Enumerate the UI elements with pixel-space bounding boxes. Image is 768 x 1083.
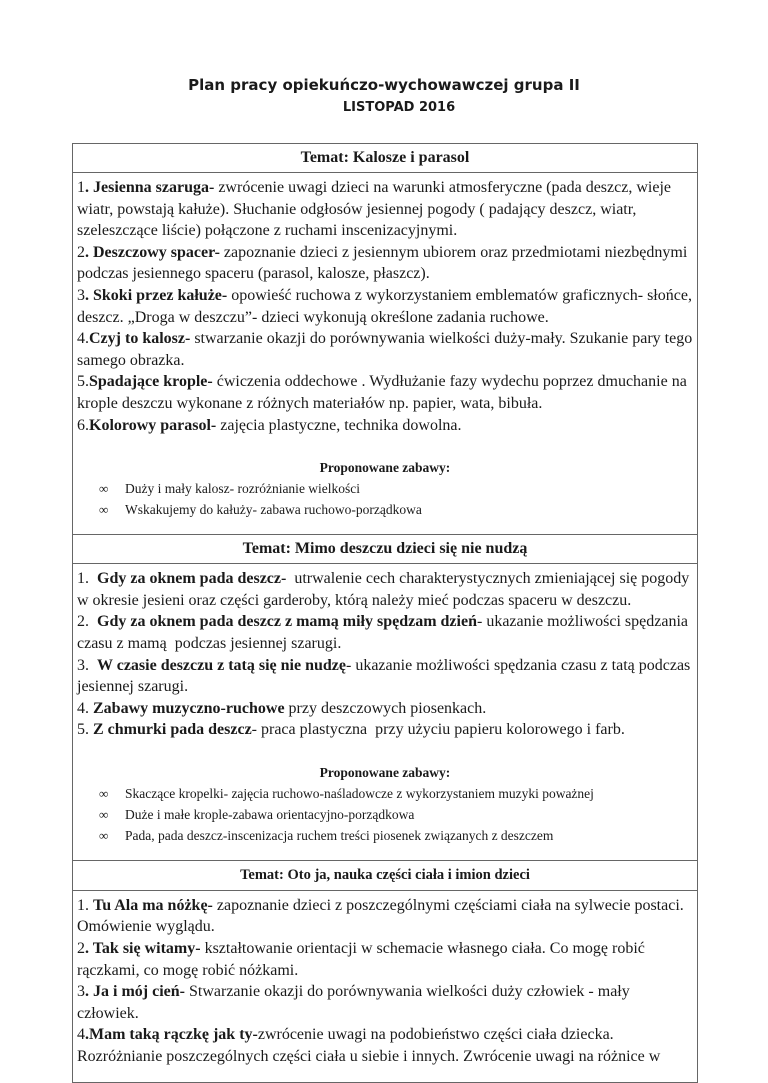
proposal-item [99, 478, 693, 499]
list-item [77, 242, 693, 285]
item-number: 6. [77, 416, 89, 434]
item-description: zapoznanie dzieci z poszczególnymi częściami ciała na sylwecie postaci. Omówienie wyglądu. [77, 896, 688, 936]
item-description: utrwalenie cech charakterystycznych zmieniającej się pogody w okresie jesieni oraz części garderoby, którą należy mieć podczas spaceru w deszczu. [77, 570, 694, 609]
list-item [77, 1024, 693, 1067]
item-number: 3 [77, 983, 85, 1001]
infinity-bullet-icon: ∞ [99, 502, 109, 518]
item-description: - ukazanie możliwości spędzania czasu z mamą podczas jesiennej szarugi. [77, 613, 693, 652]
list-item [77, 655, 693, 698]
item-description: zajęcia plastyczne, technika dowolna. [216, 416, 462, 434]
list-item [77, 415, 693, 437]
proposal-text: Pada, pada deszcz-inscenizacja ruchem treści piosenek związanych z deszczem [125, 827, 554, 843]
item-title: Zabawy muzyczno-ruchowe [93, 699, 285, 717]
list-item [77, 698, 693, 720]
list-item [77, 568, 693, 611]
proposals-list [77, 783, 693, 846]
item-number: 2. [77, 613, 97, 631]
item-description: - praca plastyczna przy użyciu papieru kolorowego i farb. [251, 721, 625, 739]
proposal-item [99, 804, 693, 825]
section-heading: Temat: Mimo deszczu dzieci się nie nudzą [73, 535, 697, 564]
proposal-item [99, 825, 693, 846]
item-number: 2 [77, 940, 85, 958]
proposals-heading: Proponowane zabawy: [319, 460, 451, 476]
list-item [77, 981, 693, 1024]
list-item [77, 719, 693, 741]
list-item [77, 938, 693, 981]
item-number: 3. [77, 656, 97, 674]
item-title: Tu Ala ma nóżkę- [93, 896, 213, 914]
document-title: Plan pracy opiekuńczo-wychowawczej grupa II [188, 76, 580, 94]
proposals-heading: Proponowane zabawy: [319, 764, 451, 780]
item-number: 3 [77, 286, 85, 304]
infinity-bullet-icon: ∞ [99, 785, 109, 801]
list-item [77, 328, 697, 371]
document-subtitle: LISTOPAD 2016 [342, 100, 456, 115]
item-description: zwrócenie uwagi dzieci na warunki atmosferyczne (pada deszcz, wieje wiatr, powstają kałuże). Słuchanie odgłosów jesiennej pogody ( padający deszcz, wiatr, szeleszczące liście) połączone z ruchami inscenizacyjnymi. [77, 179, 675, 240]
item-description: opowieść ruchowa z wykorzystaniem emblematów graficznych- słońce, deszcz. „Droga w deszczu”- dzieci wykonują określone zadania ruchowe. [77, 286, 696, 326]
item-description: - ukazanie możliwości spędzania czasu z tatą podczas jesiennej szarugi. [77, 656, 695, 696]
item-title: Gdy za oknem pada deszcz z mamą miły spędzam dzień [97, 613, 477, 631]
list-item [77, 285, 696, 328]
item-number: 4. [77, 699, 93, 717]
plan-table [72, 143, 698, 1083]
list-item [77, 371, 693, 414]
proposal-text: Duży i mały kalosz- rozróżnianie wielkości [125, 481, 361, 497]
item-number: 5. [77, 373, 89, 391]
item-number: 1 [77, 179, 85, 196]
proposal-text: Duże i małe krople-zabawa orientacyjno-porządkowa [125, 806, 415, 822]
item-title: Spadające krople- [89, 373, 213, 391]
item-description: przy deszczowych piosenkach. [284, 699, 487, 717]
item-description: stwarzanie okazji do porównywania wielkości duży-mały. Szukanie pary tego samego obrazka. [77, 330, 697, 369]
item-number: 4. [77, 330, 89, 348]
proposal-text: Skaczące kropelki- zajęcia ruchowo-naśladowcze z wykorzystaniem muzyki poważnej [125, 785, 594, 801]
item-number: 4 [77, 1026, 85, 1044]
item-number: 1. [77, 570, 97, 588]
item-description: zapoznanie dzieci z jesiennym ubiorem oraz przedmiotami niezbędnymi podczas jesiennego spaceru (parasol, kalosze, płaszcz). [77, 243, 692, 283]
section-body [73, 891, 697, 1083]
proposal-item [99, 499, 693, 520]
item-title: .Mam taką rączkę jak ty- [85, 1026, 258, 1044]
item-description: Stwarzanie okazji do porównywania wielkości duży człowiek - mały człowiek. [77, 983, 634, 1022]
item-title: . Tak się witamy- [85, 940, 201, 958]
item-title: Z chmurki pada deszcz [93, 721, 252, 739]
item-title: . Deszczowy spacer- [85, 243, 220, 261]
item-description: zwrócenie uwagi na podobieństwo części ciała dziecka. Rozróżnianie poszczególnych części ciała u siebie i innych. Zwrócenie uwagi na różnice w [77, 1026, 661, 1066]
item-title: W czasie deszczu z tatą się nie nudzę [97, 656, 346, 674]
section-body [73, 564, 697, 861]
item-description: ćwiczenia oddechowe . Wydłużanie fazy wydechu poprzez dmuchanie na krople deszczu wykonane z różnych materiałów np. papier, wata, bibuła. [77, 373, 691, 412]
item-title: . Skoki przez kałuże- [85, 286, 228, 304]
item-title: Gdy za oknem pada deszcz- [97, 570, 287, 588]
item-number: 2 [77, 243, 85, 261]
list-item [77, 177, 693, 242]
item-description: kształtowanie orientacji w schemacie własnego ciała. Co mogę robić rączkami, co mogę robić nóżkami. [77, 940, 649, 979]
section-body [73, 173, 697, 535]
item-title: . Jesienna szaruga- [85, 179, 215, 196]
item-title: . Ja i mój cień- [85, 983, 185, 1001]
item-number: 5. [77, 721, 93, 739]
infinity-bullet-icon: ∞ [99, 481, 109, 497]
item-title: Czyj to kalosz- [89, 330, 191, 348]
list-item [77, 895, 693, 938]
proposals-list [77, 478, 693, 520]
proposal-text: Wskakujemy do kałuży- zabawa ruchowo-porządkowa [125, 502, 422, 518]
infinity-bullet-icon: ∞ [99, 827, 109, 843]
section-heading: Temat: Kalosze i parasol [73, 144, 697, 173]
infinity-bullet-icon: ∞ [99, 806, 109, 822]
item-number: 1. [77, 896, 93, 914]
proposal-item [99, 783, 693, 804]
list-item [77, 611, 693, 654]
item-title: Kolorowy parasol- [89, 416, 217, 434]
section-heading: Temat: Oto ja, nauka części ciała i imion dzieci [73, 861, 697, 891]
